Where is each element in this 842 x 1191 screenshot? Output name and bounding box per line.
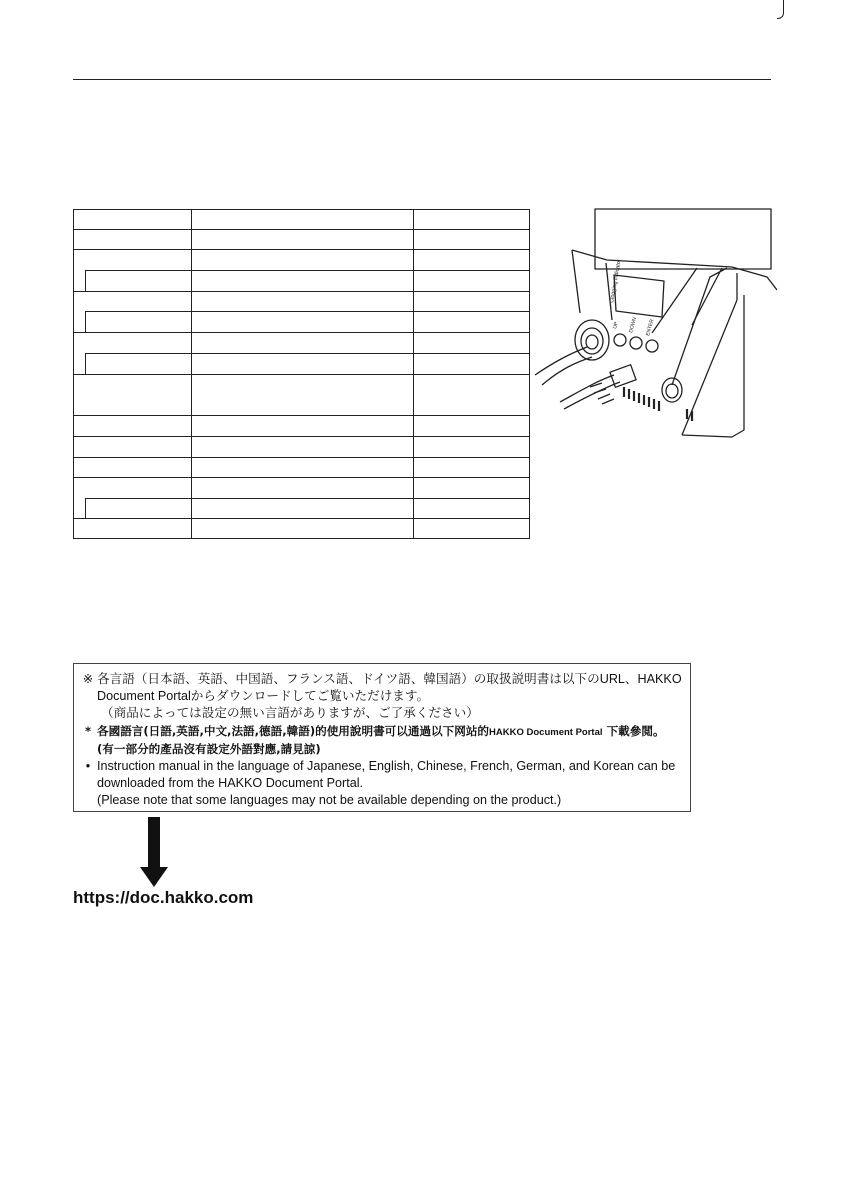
down-arrow-icon xyxy=(140,817,168,889)
en-notice-line-1: • Instruction manual in the language of Japanese, English, Chinese, French, German, and Korean can be xyxy=(79,758,690,775)
bullet-icon: • xyxy=(85,759,91,774)
product-illustration xyxy=(532,205,777,440)
station-drawing xyxy=(532,205,777,440)
jp-notice-line-3: （商品によっては設定の無い言語がありますが、ご了承ください） xyxy=(101,706,479,721)
asterisk-icon: * xyxy=(84,723,92,738)
parts-table xyxy=(73,209,530,539)
en-notice-line-3: (Please note that some languages may not be available depending on the product.) xyxy=(97,793,562,808)
jp-notice-line-1: ※ 各言語（日本語、英語、中国語、フランス語、ドイツ語、韓国語）の取扱説明書は以下のURL、HAKKO xyxy=(79,671,690,688)
down-button-label: DOWN xyxy=(628,316,639,334)
page-corner-mark xyxy=(777,0,784,19)
document-portal-url[interactable]: https://doc.hakko.com xyxy=(73,888,254,907)
enter-button-label: ENTER xyxy=(645,318,656,337)
parts-table-grid xyxy=(73,209,530,539)
zh-notice-line-1: * 各國語言(日語,英語,中文,法語,德語,韓語)的使用說明書可以通過以下网站的HAKKO Document Portal 下載參閲。 xyxy=(79,723,690,741)
header-rule xyxy=(73,79,771,80)
en-notice-line-2: downloaded from the HAKKO Document Portal. xyxy=(97,776,363,791)
up-button-label: UP xyxy=(612,321,620,330)
clogging-indicator-label: Clogging indicator xyxy=(609,258,623,304)
language-notice-box xyxy=(73,663,691,812)
zh-notice-line-2: (有一部分的產品沒有設定外語對應,請見諒) xyxy=(97,741,321,756)
jp-notice-line-2: Document Portalからダウンロードしてご覧いただけます。 xyxy=(97,689,430,704)
reference-mark-icon: ※ xyxy=(82,672,94,686)
